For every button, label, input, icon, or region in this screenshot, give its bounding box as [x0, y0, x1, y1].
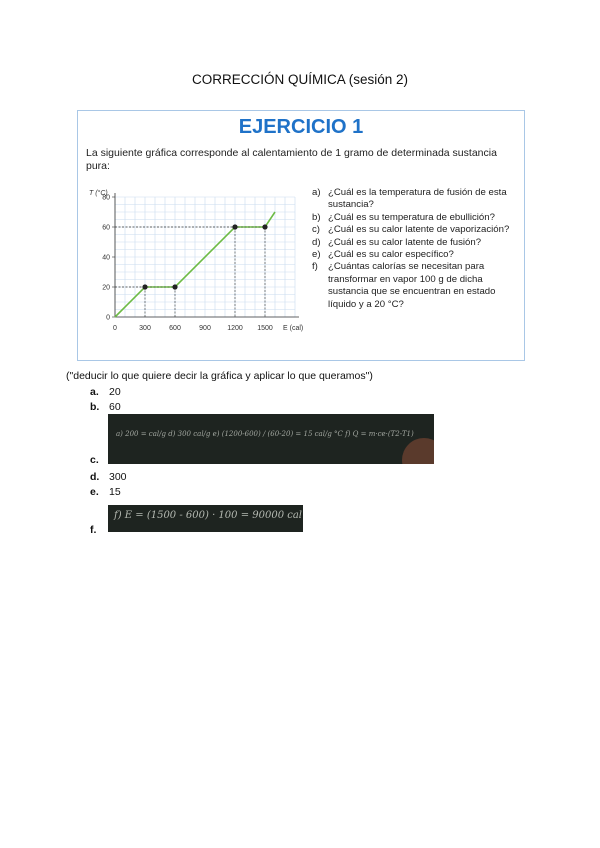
- y-tick-label: 80: [102, 194, 110, 202]
- page-title: CORRECCIÓN QUÍMICA (sesión 2): [191, 72, 409, 87]
- question-list: [312, 187, 524, 311]
- handwritten-solution: f) E = (1500 - 600) · 100 = 90000 cal: [114, 510, 303, 521]
- x-tick-label: 1200: [227, 325, 243, 332]
- answer-value: 300: [109, 471, 127, 483]
- person-head-image: [402, 438, 434, 464]
- question-item: [312, 187, 524, 212]
- data-point: [172, 284, 177, 289]
- handwritten-solution: a) 200 = cal/g d) 300 cal/g e) (1200-600) / (60-20) = 15 cal/g °C f) Q = m·ce·(T2-T1): [116, 430, 414, 438]
- question-text: ¿Cuál es la temperatura de fusión de esta sustancia?: [328, 187, 507, 211]
- question-letter: c): [312, 224, 320, 236]
- y-tick-label: 40: [102, 254, 110, 262]
- x-tick-label: 600: [169, 325, 181, 332]
- answer-f: [90, 524, 109, 536]
- y-axis-label: T (°C): [89, 190, 108, 197]
- answer-d: [90, 471, 127, 483]
- answer-c: [90, 454, 109, 466]
- y-tick-label: 60: [102, 224, 110, 232]
- x-axis-label: E (cal): [283, 325, 304, 332]
- data-point: [262, 224, 267, 229]
- x-tick-label: 1500: [257, 325, 273, 332]
- answer-letter: a.: [90, 386, 99, 398]
- exercise-statement: La siguiente gráfica corresponde al calentamiento de 1 gramo de determinada sustancia pura:: [86, 147, 497, 172]
- x-tick-label: 0: [113, 325, 117, 332]
- answer-letter: f.: [90, 524, 97, 536]
- question-item: [312, 261, 524, 311]
- exercise-title: EJERCICIO 1: [238, 116, 364, 138]
- answer-value: 60: [109, 401, 121, 413]
- question-letter: b): [312, 211, 321, 223]
- y-tick-label: 20: [102, 284, 110, 292]
- exercise-box: [77, 110, 525, 361]
- question-item: [312, 249, 524, 261]
- question-text: ¿Cuántas calorías se necesitan para transformar en vapor 100 g de dicha sustancia que se encuentran en estado líquido y a 20 °C?: [328, 261, 496, 310]
- question-text: ¿Cuál es su calor latente de vaporización?: [328, 224, 510, 236]
- question-text: ¿Cuál es su calor latente de fusión?: [328, 236, 482, 248]
- x-tick-label: 300: [139, 325, 151, 332]
- question-letter: e): [312, 249, 321, 261]
- question-letter: f): [312, 261, 318, 273]
- board-photo-f: [108, 505, 303, 532]
- question-item: [312, 212, 524, 224]
- instructions-note: ("deducir lo que quiere decir la gráfica y aplicar lo que queramos"): [66, 370, 373, 382]
- answer-letter: e.: [90, 486, 99, 498]
- answer-a: [90, 386, 121, 398]
- answer-letter: b.: [90, 401, 100, 413]
- heating-curve-chart: [85, 185, 307, 345]
- answer-e: [90, 486, 121, 498]
- question-text: ¿Cuál es su calor específico?: [328, 249, 454, 261]
- answer-letter: c.: [90, 454, 99, 466]
- chart-ticks: [102, 195, 273, 333]
- x-tick-label: 900: [199, 325, 211, 332]
- answer-value: 15: [109, 486, 121, 498]
- question-item: [312, 237, 524, 249]
- question-text: ¿Cuál es su temperatura de ebullición?: [328, 211, 495, 223]
- y-tick-label: 0: [106, 314, 110, 322]
- answer-value: 20: [109, 386, 121, 398]
- question-item: [312, 224, 524, 236]
- question-letter: d): [312, 236, 321, 248]
- question-letter: a): [312, 187, 321, 198]
- board-photo-c: [108, 414, 434, 464]
- answer-b: [90, 401, 121, 413]
- answer-letter: d.: [90, 471, 100, 483]
